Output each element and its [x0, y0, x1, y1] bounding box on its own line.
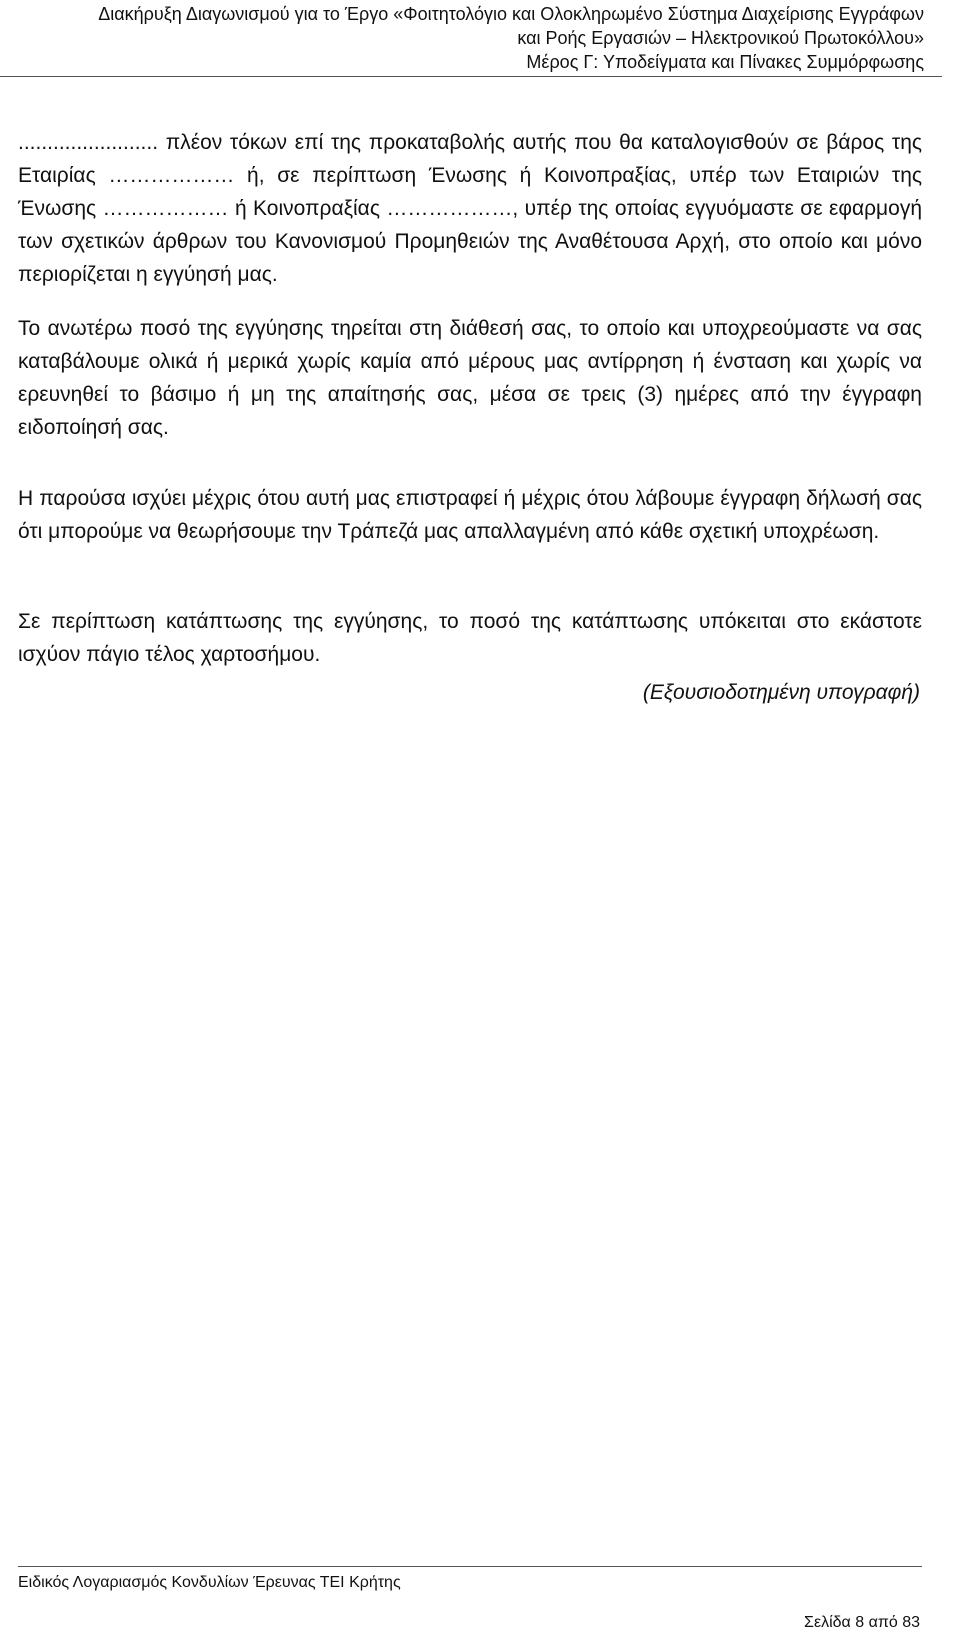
page-header: [0, 0, 942, 77]
paragraph-payment-obligation: Το ανωτέρω ποσό της εγγύησης τηρείται στη διάθεσή σας, το οποίο και υποχρεούμαστε να σας καταβάλουμε ολικά ή μερικά χωρίς καμία από μέρους μας αντίρρηση ή ένσταση και χωρίς να ερευνηθεί το βάσιμο ή μη της απαίτησής σας, μέσα σε τρεις (3) ημέρες από την έγγραφη ειδοποίησή σας.: [18, 317, 922, 439]
header-title-line-1: Διακήρυξη Διαγωνισμού για το Έργο «Φοιτητολόγιο και Ολοκληρωμένο Σύστημα Διαχείρισης Εγγράφων: [98, 4, 924, 24]
paragraph-validity: Η παρούσα ισχύει μέχρις ότου αυτή μας επιστραφεί ή μέχρις ότου λάβουμε έγγραφη δήλωσή σας ότι μπορούμε να θεωρήσουμε την Τράπεζά μας απαλλαγμένη από κάθε σχετική υποχρέωση.: [18, 487, 922, 543]
header-title-line-2: και Ροής Εργασιών – Ηλεκτρονικού Πρωτοκόλλου»: [517, 28, 924, 48]
footer-organization: Ειδικός Λογαριασμός Κονδυλίων Έρευνας ΤΕΙ Κρήτης: [18, 1574, 401, 1591]
paragraph-stamp-duty: Σε περίπτωση κατάπτωσης της εγγύησης, το ποσό της κατάπτωσης υπόκειται στο εκάστοτε ισχύον πάγιο τέλος χαρτοσήμου.: [18, 610, 922, 666]
paragraph-guarantee-scope: ........................ πλέον τόκων επί της προκαταβολής αυτής που θα καταλογισθούν σε βάρος της Εταιρίας ……………… ή, σε περίπτωση Ένωσης ή Κοινοπραξίας, υπέρ των Εταιριών της Ένωσης ……………… ή Κοινοπραξίας ………………, υπέρ της οποίας εγγυόμαστε σε εφαρμογή των σχετικών άρθρων του Κανονισμού Προμηθειών της Αναθέτουσα Αρχή, στο οποίο και μόνο περιορίζεται η εγγύησή μας.: [18, 131, 922, 286]
page-number: Σελίδα 8 από 83: [804, 1614, 920, 1631]
authorized-signature-label: (Εξουσιοδοτημένη υπογραφή): [642, 681, 920, 704]
footer-divider: [18, 1566, 922, 1567]
header-section-title: Μέρος Γ: Υποδείγματα και Πίνακες Συμμόρφωσης: [526, 52, 924, 72]
